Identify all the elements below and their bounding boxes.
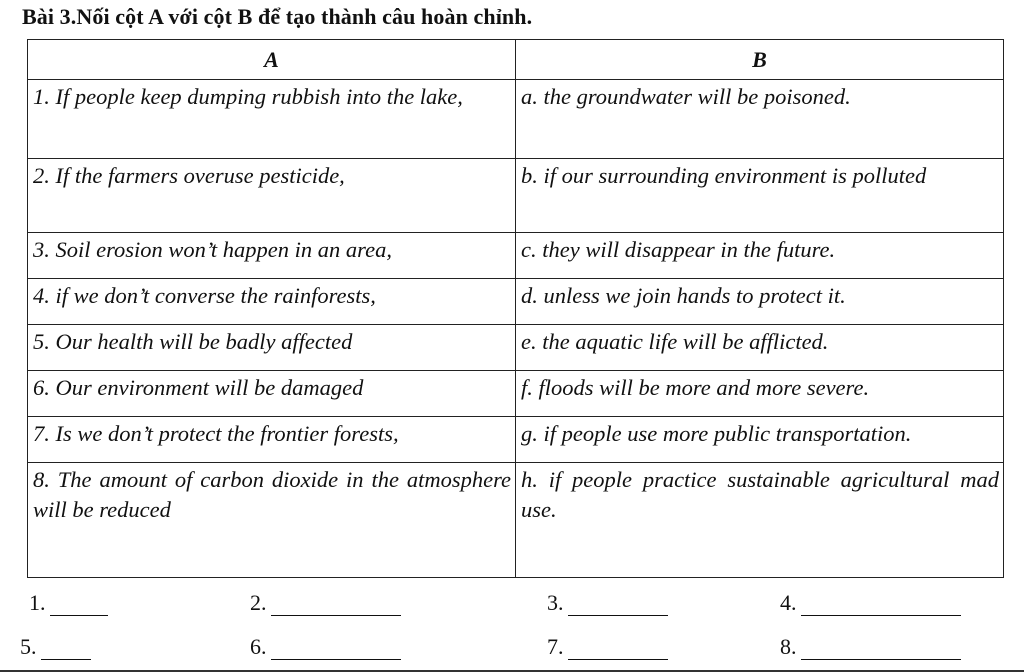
column-b-cell: d. unless we join hands to protect it.: [516, 279, 1004, 325]
column-a-header: A: [28, 40, 516, 80]
column-b-cell: a. the groundwater will be poisoned.: [516, 80, 1004, 159]
answer-number: 4.: [780, 590, 797, 615]
column-a-cell: 6. Our environment will be damaged: [28, 371, 516, 417]
table-row: [28, 80, 1004, 159]
answer-blank[interactable]: [801, 637, 961, 660]
answer-blank[interactable]: [50, 593, 108, 616]
answer-slot-1[interactable]: [29, 590, 108, 616]
table-row: [28, 159, 1004, 233]
header-row: [28, 40, 1004, 80]
column-a-cell: 8. The amount of carbon dioxide in the atmosphere will be reduced: [28, 463, 516, 578]
table-row: [28, 279, 1004, 325]
answer-slot-8[interactable]: [780, 634, 961, 660]
answer-number: 6.: [250, 634, 267, 659]
answer-blank[interactable]: [568, 637, 668, 660]
matching-table: [27, 39, 1004, 578]
column-b-cell: c. they will disappear in the future.: [516, 233, 1004, 279]
answer-blanks: [0, 588, 1024, 672]
table-row: [28, 463, 1004, 578]
column-a-cell: 4. if we don’t converse the rainforests,: [28, 279, 516, 325]
column-b-cell: f. floods will be more and more severe.: [516, 371, 1004, 417]
answer-blank[interactable]: [568, 593, 668, 616]
answer-blank[interactable]: [801, 593, 961, 616]
answer-number: 8.: [780, 634, 797, 659]
answer-number: 1.: [29, 590, 46, 615]
answer-blank[interactable]: [271, 637, 401, 660]
answer-number: 7.: [547, 634, 564, 659]
table-row: [28, 233, 1004, 279]
column-a-cell: 5. Our health will be badly affected: [28, 325, 516, 371]
column-b-cell: b. if our surrounding environment is polluted: [516, 159, 1004, 233]
answer-blank[interactable]: [41, 637, 91, 660]
answer-slot-7[interactable]: [547, 634, 668, 660]
answer-number: 3.: [547, 590, 564, 615]
column-a-cell: 2. If the farmers overuse pesticide,: [28, 159, 516, 233]
answer-number: 5.: [20, 634, 37, 659]
column-a-cell: 1. If people keep dumping rubbish into the lake,: [28, 80, 516, 159]
column-a-cell: 7. Is we don’t protect the frontier forests,: [28, 417, 516, 463]
exercise-title: Bài 3.Nối cột A với cột B để tạo thành câu hoàn chỉnh.: [22, 4, 533, 29]
column-b-cell: g. if people use more public transportation.: [516, 417, 1004, 463]
answer-slot-2[interactable]: [250, 590, 401, 616]
answer-slot-6[interactable]: [250, 634, 401, 660]
answer-blank[interactable]: [271, 593, 401, 616]
column-b-header: B: [516, 40, 1004, 80]
column-a-cell: 3. Soil erosion won’t happen in an area,: [28, 233, 516, 279]
table-row: [28, 325, 1004, 371]
answer-slot-3[interactable]: [547, 590, 668, 616]
answer-number: 2.: [250, 590, 267, 615]
answer-slot-5[interactable]: [20, 634, 91, 660]
column-b-cell: e. the aquatic life will be afflicted.: [516, 325, 1004, 371]
answer-slot-4[interactable]: [780, 590, 961, 616]
column-b-cell: h. if people practice sustainable agricultural mad use.: [516, 463, 1004, 578]
table-row: [28, 417, 1004, 463]
table-row: [28, 371, 1004, 417]
